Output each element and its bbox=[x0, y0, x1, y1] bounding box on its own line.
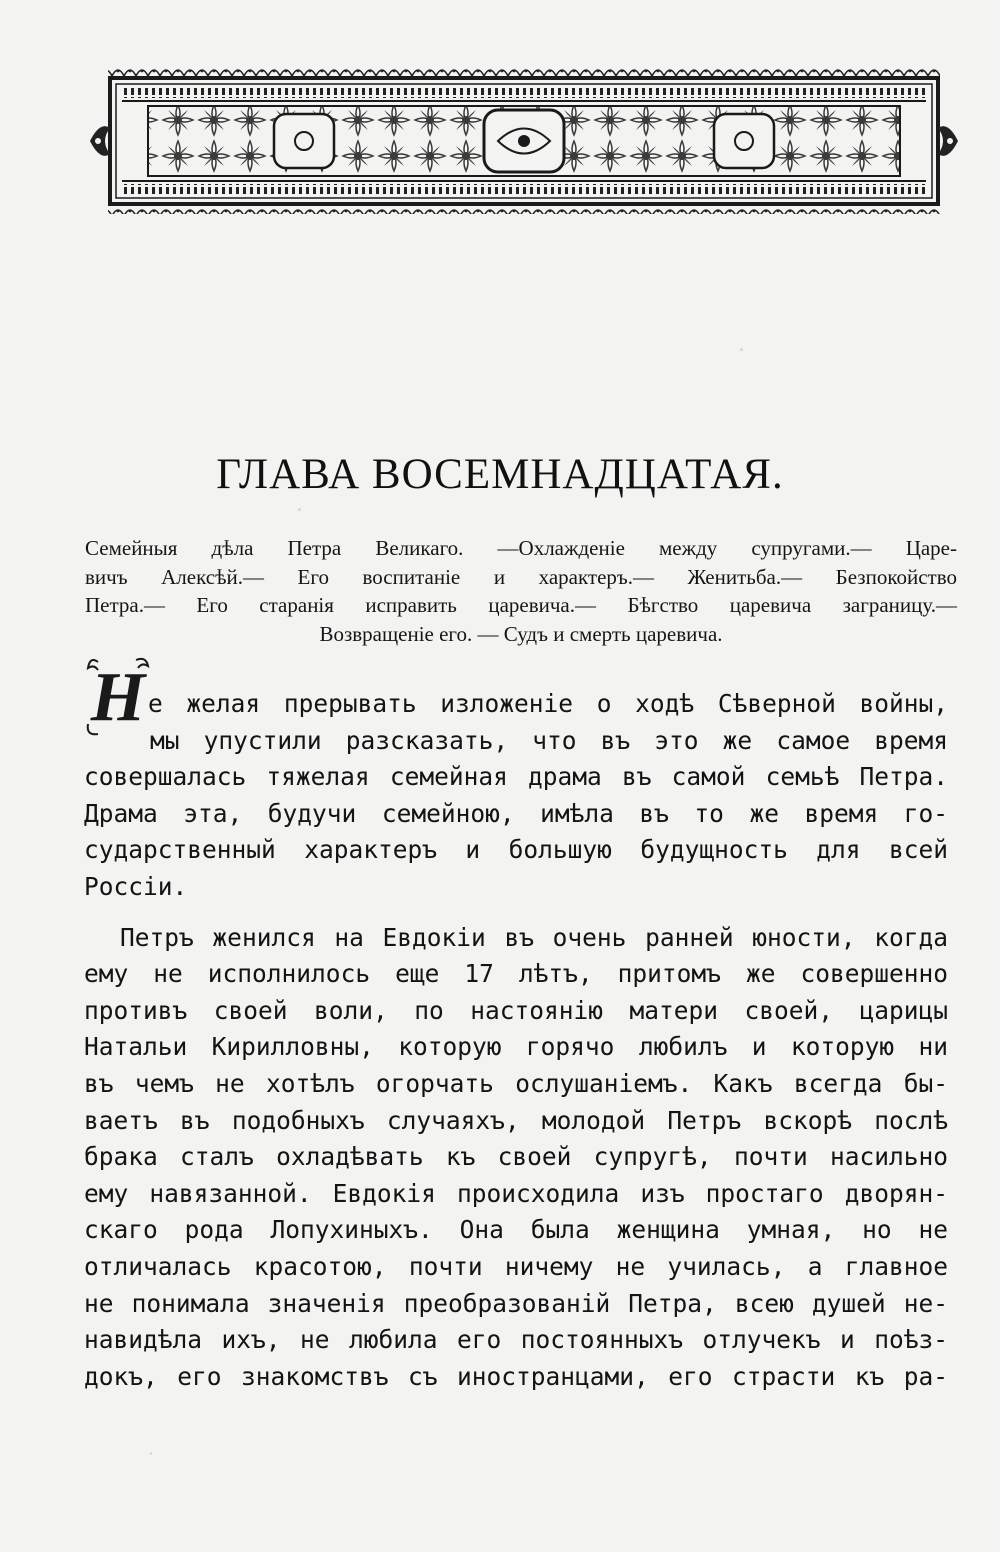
text-line: мы упустили разсказать, что въ это же самое время bbox=[150, 725, 948, 755]
drop-cap-letter: Н bbox=[90, 659, 146, 736]
ornamental-header-band bbox=[88, 66, 960, 216]
text-line: не понимала значенія преобразованій Петра, всею душей не- bbox=[84, 1288, 948, 1318]
text-line: ему навязанной. Евдокія происходила изъ простаго дворян- bbox=[84, 1178, 948, 1208]
paper-speck bbox=[740, 348, 743, 351]
summary-line: вичъ Алексѣй.— Его воспитаніе и характеръ.— Женитьба.— Безпокойство bbox=[85, 564, 957, 589]
text-line: Петръ женился на Евдокіи въ очень ранней юности, когда bbox=[120, 922, 948, 952]
summary-line: Петра.— Его старанія исправить царевича.— Бѣгство царевича заграницу.— bbox=[85, 593, 957, 617]
text-line: противъ своей воли, по настоянію матери своей, царицы bbox=[84, 995, 948, 1025]
chapter-summary bbox=[85, 534, 957, 648]
text-line: Россіи. bbox=[84, 871, 188, 901]
chapter-title: ГЛАВА ВОСЕМНАДЦАТАЯ. bbox=[216, 451, 784, 498]
text-line: Драма эта, будучи семейною, имѣла въ то же время го- bbox=[84, 798, 948, 828]
text-line: въ чемъ не хотѣлъ огорчать ослушаніемъ. Какъ всегда бы- bbox=[84, 1068, 948, 1098]
paragraph bbox=[84, 920, 948, 1396]
text-line: навидѣла ихъ, не любила его постоянныхъ отлучекъ и поѣз- bbox=[84, 1325, 948, 1355]
text-line: ваетъ въ подобныхъ случаяхъ, молодой Петръ вскорѣ послѣ bbox=[84, 1105, 948, 1135]
text-line: брака сталъ охладѣвать къ своей супругѣ, почти насильно bbox=[84, 1142, 948, 1172]
text-line: сударственный характеръ и большую будущность для всей bbox=[84, 835, 948, 865]
paper-speck bbox=[150, 1452, 152, 1455]
text-line: отличалась красотою, почти ничему не училась, а главное bbox=[84, 1251, 948, 1281]
text-line: докъ, его знакомствъ съ иностранцами, его страсти къ ра- bbox=[84, 1361, 948, 1391]
text-line: е желая прерывать изложеніе о ходѣ Сѣверной войны, bbox=[148, 689, 948, 718]
text-line: совершалась тяжелая семейная драма въ самой семьѣ Петра. bbox=[84, 762, 948, 792]
text-line: скаго рода Лопухиныхъ. Она была женщина умная, но не bbox=[84, 1215, 948, 1245]
paragraph bbox=[84, 686, 948, 906]
paper-speck bbox=[298, 508, 301, 511]
body-text bbox=[84, 686, 948, 1395]
text-line: Натальи Кирилловны, которую горячо любилъ и которую ни bbox=[84, 1032, 948, 1062]
text-line: ему не исполнилось еще 17 лѣтъ, притомъ же совершенно bbox=[84, 959, 948, 989]
summary-line: Семейныя дѣла Петра Великаго. —Охлажденіе между супругами.— Царе- bbox=[85, 536, 957, 560]
summary-line: Возвращеніе его. — Судъ и смерть царевича. bbox=[319, 621, 723, 646]
